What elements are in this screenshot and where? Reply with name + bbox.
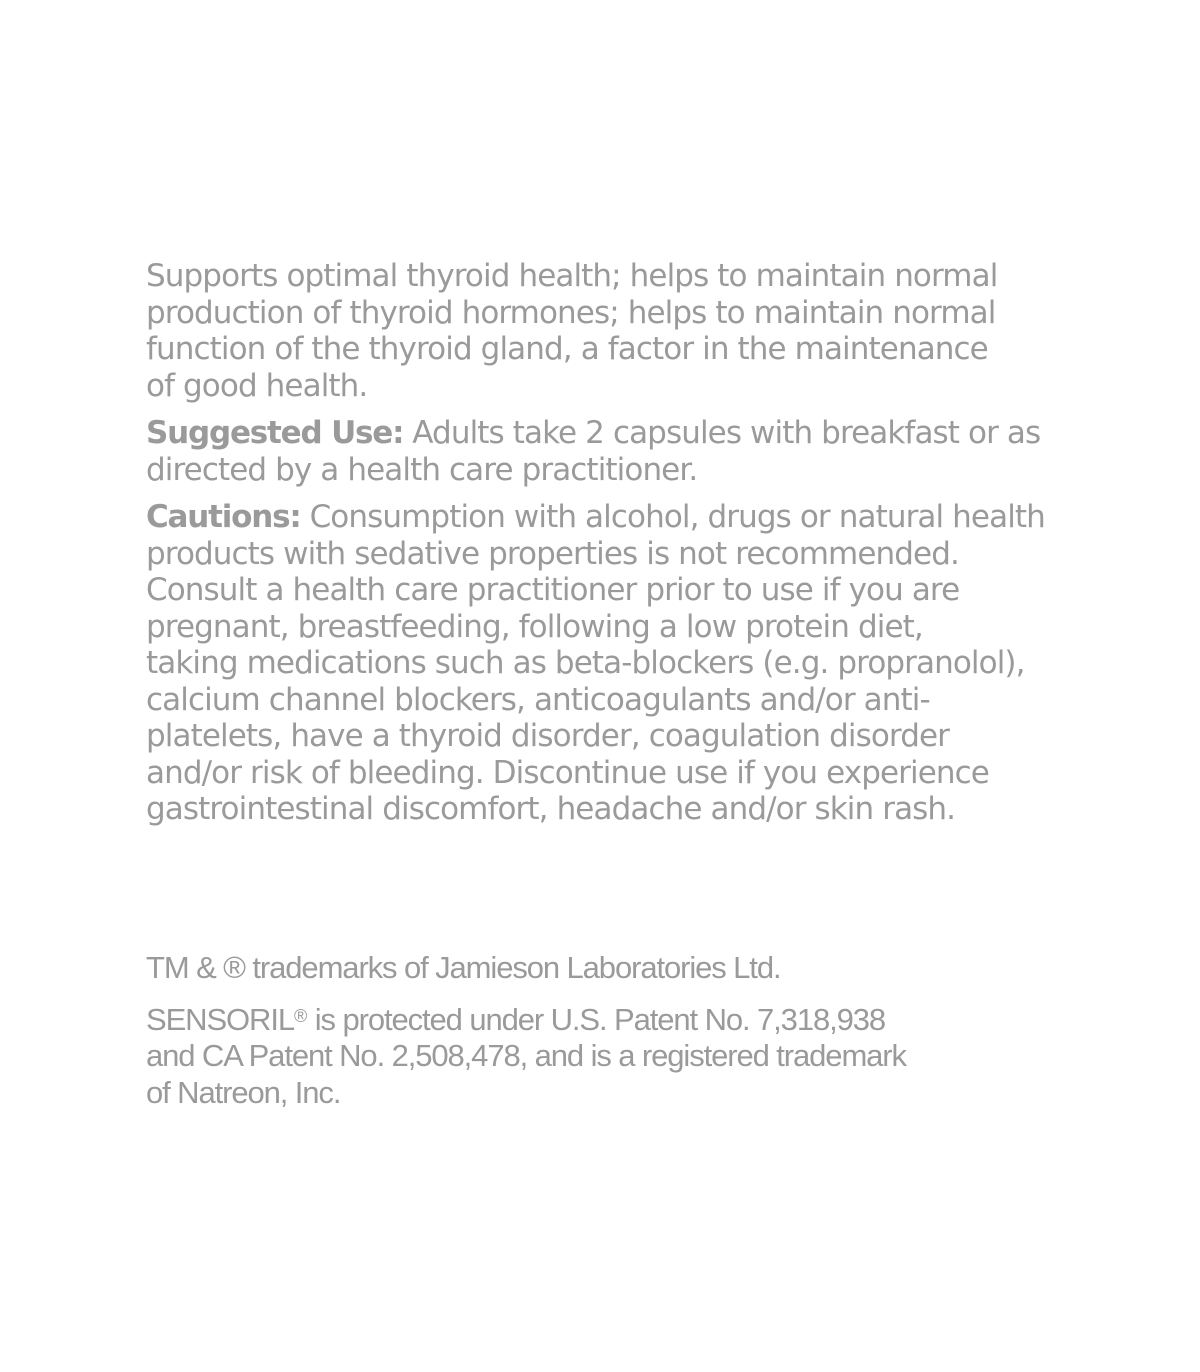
cautions-first-line: [146, 499, 1076, 536]
claim-line: production of thyroid hormones; helps to maintain normal: [146, 294, 996, 331]
patent-line: and CA Patent No. 2,508,478, and is a registered trademark: [146, 1038, 906, 1073]
patent-first-line: [146, 998, 1046, 1039]
registered-mark: ®: [293, 1005, 308, 1026]
legal-notice-block: [146, 950, 1046, 1111]
patent-line: of Natreon, Inc.: [146, 1074, 341, 1110]
cautions-line: and/or risk of bleeding. Discontinue use if you experience: [146, 754, 989, 791]
cautions-paragraph: [146, 499, 1076, 828]
claim-line: Supports optimal thyroid health; helps to maintain normal: [146, 258, 998, 294]
label-text-block: [146, 258, 1076, 828]
patent-text: is protected under U.S. Patent No. 7,318,938: [307, 1001, 886, 1037]
cautions-line: gastrointestinal discomfort, headache and/or skin rash.: [146, 791, 956, 827]
claim-line: of good health.: [146, 367, 368, 404]
cautions-line: platelets, have a thyroid disorder, coagulation disorder: [146, 718, 949, 754]
patent-brand: SENSORIL: [146, 1001, 294, 1037]
trademark-notice: TM & ® trademarks of Jamieson Laboratories Ltd.: [146, 950, 781, 985]
cautions-line: products with sedative properties is not recommended.: [146, 535, 959, 572]
cautions-label: Cautions:: [146, 499, 301, 535]
patent-notice: [146, 998, 1046, 1112]
suggested-use-line: directed by a health care practitioner.: [146, 451, 698, 488]
suggested-use-paragraph: [146, 415, 1076, 488]
cautions-text: Consumption with alcohol, drugs or natural health: [300, 499, 1045, 535]
cautions-line: Consult a health care practitioner prior to use if you are: [146, 572, 960, 608]
cautions-line: pregnant, breastfeeding, following a low protein diet,: [146, 608, 923, 645]
health-claim-paragraph: [146, 258, 1076, 404]
suggested-use-first-line: [146, 415, 1076, 452]
cautions-line: taking medications such as beta-blockers (e.g. propranolol),: [146, 645, 1025, 681]
suggested-use-label: Suggested Use:: [146, 415, 404, 451]
cautions-line: calcium channel blockers, anticoagulants and/or anti-: [146, 681, 930, 718]
suggested-use-text: Adults take 2 capsules with breakfast or as: [403, 415, 1041, 451]
claim-line: function of the thyroid gland, a factor in the maintenance: [146, 331, 988, 367]
